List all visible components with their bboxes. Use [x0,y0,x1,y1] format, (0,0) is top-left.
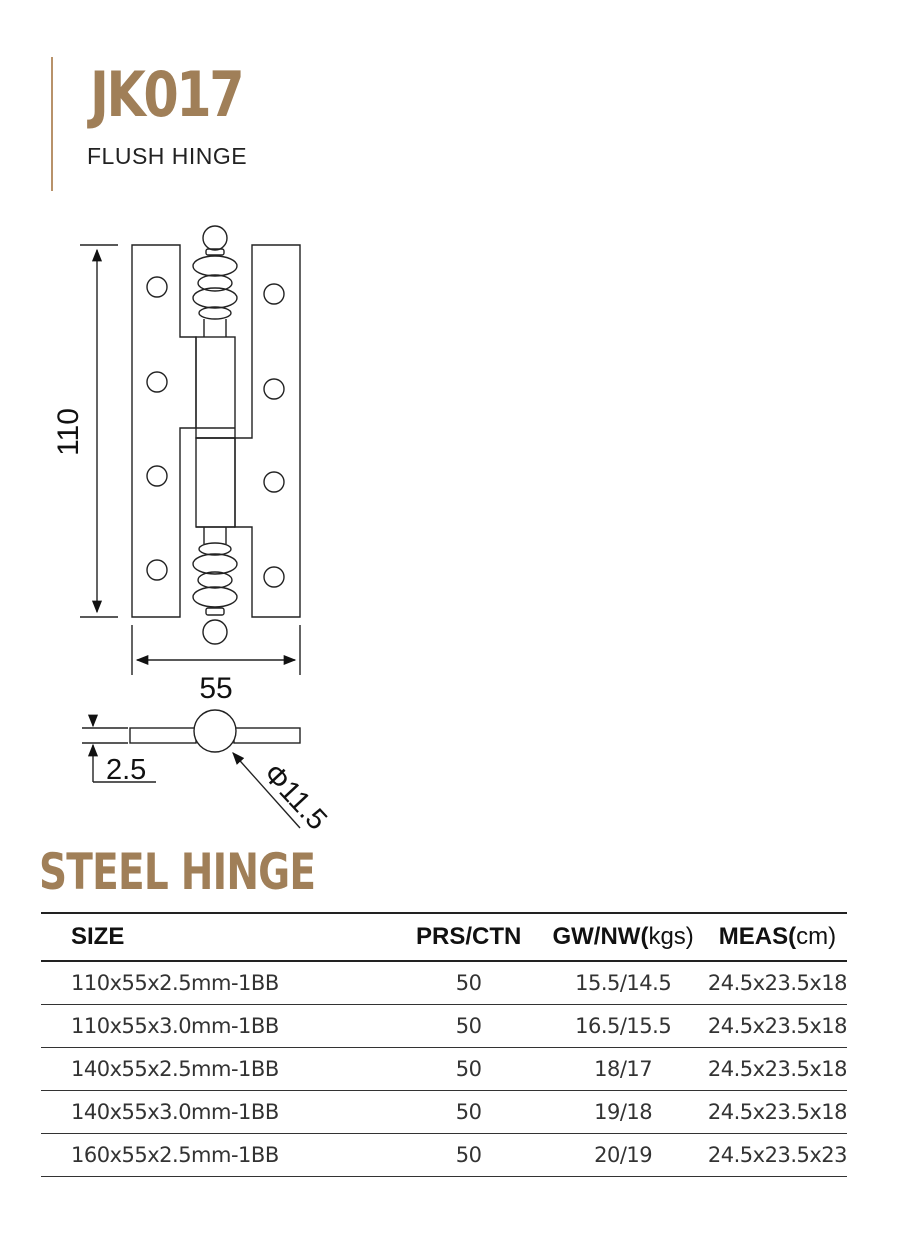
spec-table [41,912,847,1177]
col-header-meas: MEAS(cm) [708,913,847,961]
screw-hole [264,379,284,399]
table-row [41,1134,847,1177]
cell-meas: 24.5x23.5x18 [708,1048,847,1091]
col-header-size: SIZE [41,913,399,961]
bottom-finial [193,527,237,644]
table-row [41,1048,847,1091]
table-row [41,1091,847,1134]
cell-meas: 24.5x23.5x23 [708,1134,847,1177]
cell-gw: 18/17 [538,1048,708,1091]
table-header-row [41,913,847,961]
cell-size: 140x55x2.5mm-1BB [41,1048,399,1091]
cell-size: 160x55x2.5mm-1BB [41,1134,399,1177]
cell-prs: 50 [399,1005,538,1048]
cell-meas: 24.5x23.5x18 [708,1091,847,1134]
top-finial [193,226,237,337]
cell-prs: 50 [399,1134,538,1177]
height-label: 110 [52,408,85,456]
cell-gw: 19/18 [538,1091,708,1134]
cell-prs: 50 [399,961,538,1005]
section-leaf-left [130,728,196,743]
cell-gw: 20/19 [538,1134,708,1177]
screw-hole [264,472,284,492]
product-name: FLUSH HINGE [87,143,248,169]
cell-meas: 24.5x23.5x18 [708,961,847,1005]
cell-size: 110x55x2.5mm-1BB [41,961,399,1005]
cell-prs: 50 [399,1048,538,1091]
screw-hole [147,466,167,486]
hinge-knuckle-lower [196,438,235,527]
screw-hole [147,560,167,580]
col-header-prs: PRS/CTN [399,913,538,961]
hinge-knuckle-upper [196,337,235,438]
width-label: 55 [199,672,233,705]
section-leaf-right [234,728,300,743]
cell-gw: 16.5/15.5 [538,1005,708,1048]
col-header-gw: GW/NW(kgs) [538,913,708,961]
model-code: JK017 [90,58,243,131]
cell-gw: 15.5/14.5 [538,961,708,1005]
cell-size: 110x55x3.0mm-1BB [41,1005,399,1048]
section-title: STEEL HINGE [39,843,316,901]
table-row [41,961,847,1005]
screw-hole [264,284,284,304]
diameter-label: Φ11.5 [256,757,334,837]
screw-hole [147,372,167,392]
section-knuckle [194,710,236,752]
screw-hole [147,277,167,297]
screw-hole [264,567,284,587]
cell-size: 140x55x3.0mm-1BB [41,1091,399,1134]
cell-prs: 50 [399,1091,538,1134]
table-row [41,1005,847,1048]
cell-meas: 24.5x23.5x18 [708,1005,847,1048]
hinge-left-leaf [132,245,196,617]
thickness-label: 2.5 [106,754,147,786]
